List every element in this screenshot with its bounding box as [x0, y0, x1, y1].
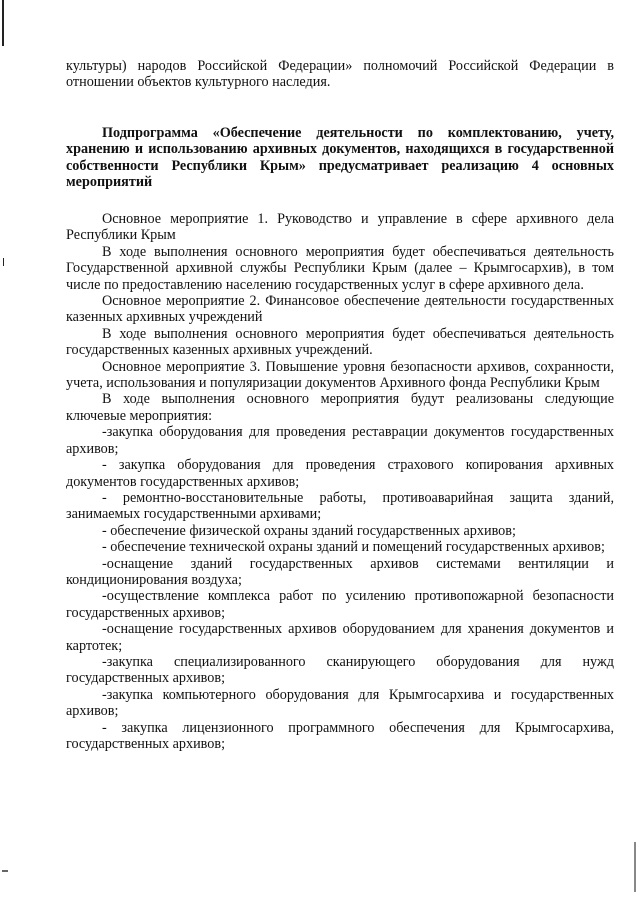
- body-paragraph: Основное мероприятие 3. Повышение уровня безопасности архивов, сохранности, учета, использования и популяризации документов Архивного фонда Республики Крым: [66, 358, 614, 392]
- list-item: -закупка компьютерного оборудования для Крымгосархива и государственных архивов;: [66, 686, 614, 720]
- list-item: -закупка оборудования для проведения реставрации документов государственных архивов;: [66, 424, 614, 457]
- scan-mark-left-top: [2, 0, 4, 46]
- scan-mark-left-bottom: [2, 870, 8, 872]
- body-paragraph: В ходе выполнения основного мероприятия будут реализованы следующие ключевые мероприятия:: [66, 391, 614, 424]
- list-item: - обеспечение технической охраны зданий и помещений государственных архивов;: [102, 539, 605, 556]
- subprogram-block: [66, 125, 614, 191]
- list-item: -оснащение государственных архивов оборудованием для хранения документов и картотек;: [66, 621, 614, 654]
- list-item: - закупка оборудования для проведения страхового копирования архивных документов государственных архивов;: [66, 457, 614, 490]
- body-paragraph: В ходе выполнения основного мероприятия будет обеспечиваться деятельность государственных казенных архивных учреждений.: [66, 325, 614, 359]
- body-block: [66, 211, 614, 752]
- scan-mark-left-mid: [3, 258, 4, 266]
- body-paragraph: Основное мероприятие 2. Финансовое обеспечение деятельности государственных казенных архивных учреждений: [66, 293, 614, 326]
- list-item: -оснащение зданий государственных архивов системами вентиляции и кондиционирования воздуха;: [66, 555, 614, 588]
- scan-mark-right-bottom: [634, 842, 636, 892]
- list-item: - ремонтно-восстановительные работы, противоаварийная защита зданий, занимаемых государственными архивами;: [66, 489, 614, 523]
- intro-paragraph: культуры) народов Российской Федерации» полномочий Российской Федерации в отношении объектов культурного наследия.: [66, 58, 614, 91]
- list-item: - обеспечение физической охраны зданий государственных архивов;: [102, 522, 516, 539]
- list-item: - закупка лицензионного программного обеспечения для Крымгосархива, государственных архивов;: [66, 719, 614, 752]
- list-item: -осуществление комплекса работ по усилению противопожарной безопасности государственных архивов;: [66, 588, 614, 621]
- body-paragraph: В ходе выполнения основного мероприятия будет обеспечиваться деятельность Государственной архивной службы Республики Крым (далее – Крымгосархив), в том числе по предоставлению населению государственных услуг в сфере архивного дела.: [66, 243, 614, 293]
- intro-block: [66, 58, 614, 91]
- list-item: -закупка специализированного сканирующего оборудования для нужд государственных архивов;: [66, 653, 614, 687]
- subprogram-heading: Подпрограмма «Обеспечение деятельности по комплектованию, учету, хранению и использованию архивных документов, находящихся в государственной собственности Республики Крым» предусматривает реализацию 4 основных мероприятий: [66, 125, 614, 191]
- body-paragraph: Основное мероприятие 1. Руководство и управление в сфере архивного дела Республики Крым: [66, 211, 614, 244]
